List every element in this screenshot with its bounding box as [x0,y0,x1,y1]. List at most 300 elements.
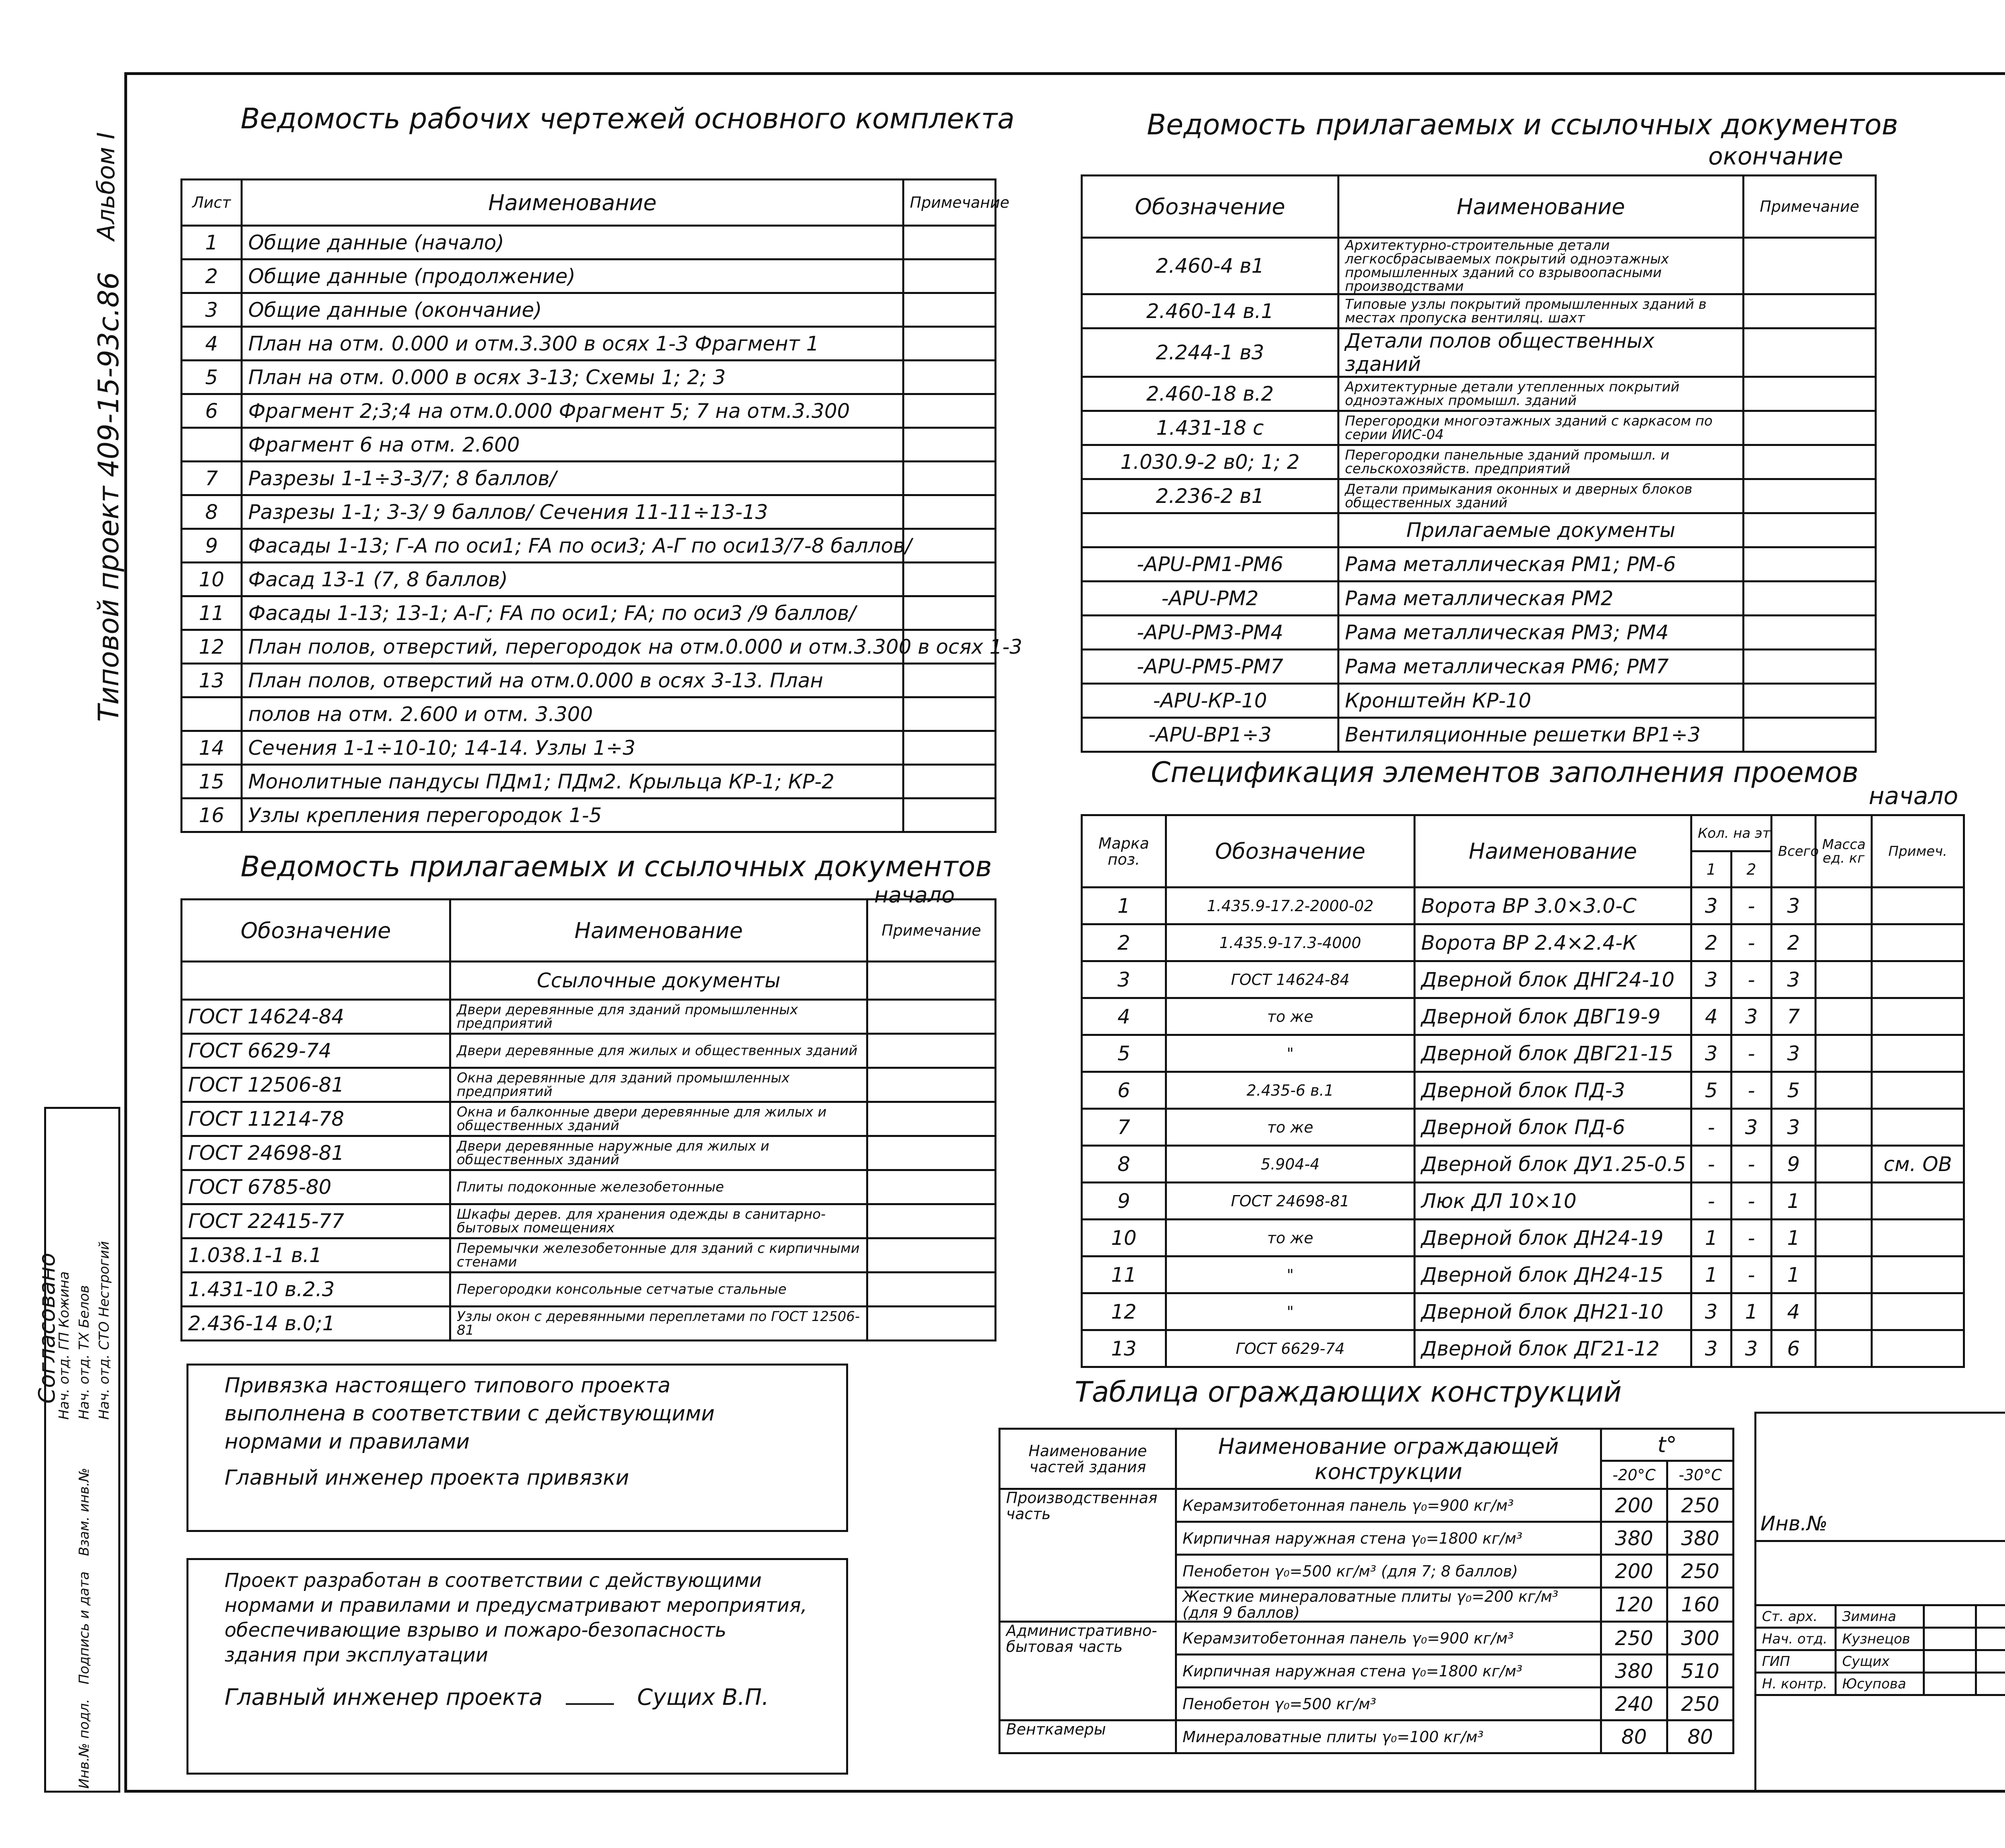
enclosure-part: Административно-бытовая часть [1000,1622,1176,1720]
refdoc-row [1082,479,1876,513]
spec-designation: 1.435.9-17.3-4000 [1166,924,1415,961]
spec-mark: 4 [1082,998,1166,1035]
person-role: Н. контр. [1756,1673,1836,1695]
spec-total: 1 [1772,1220,1816,1256]
refdoc-designation: -АРU-КР-10 [1082,684,1339,718]
spec-floor-2: - [1732,1220,1772,1256]
spec-mark: 8 [1082,1146,1166,1183]
sheet-number: 1 [182,226,242,259]
refdoc-note [1744,650,1876,684]
enclosure-temp-20: 240 [1601,1688,1667,1720]
refdoc-name: Двери деревянные для зданий промышленных предприятий [450,1000,867,1034]
refdoc-name: Детали примыкания оконных и дверных блоков общественных зданий [1339,479,1744,513]
spec-floor-1: 2 [1691,924,1732,961]
enclosure-construction: Кирпичная наружная стена γ₀=1800 кг/м³ [1176,1522,1601,1555]
refdoc-name: Перегородки панельные зданий промышл. и сельскохозяйств. предприятий [1339,445,1744,479]
person-name: Юсупова [1836,1673,1924,1695]
person-signature [1924,1605,1976,1628]
spec-mass [1816,1035,1872,1072]
spec-floor-1: - [1691,1109,1732,1146]
spec-mark: 10 [1082,1220,1166,1256]
spec-mass [1816,1256,1872,1293]
refdoc-designation: 2.460-14 в.1 [1082,294,1339,328]
th-name: Наименование [1339,176,1744,238]
design-engineer-label: Главный инженер проекта [225,1684,543,1710]
spec-floor-1: 1 [1691,1256,1732,1293]
refdoc-row [1082,718,1876,752]
refdoc-row [182,1238,996,1273]
spec-mark: 12 [1082,1293,1166,1330]
sheet-note [903,529,996,563]
sheet-name: План полов, отверстий на отм.0.000 в осях 3-13. План [242,664,903,697]
spec-mark: 9 [1082,1183,1166,1220]
sheets-table [180,178,1023,833]
spec-name: Дверной блок ПД-6 [1415,1109,1691,1146]
spec-floor-2: - [1732,1256,1772,1293]
refdoc-row [182,1170,996,1204]
refdoc-designation: -АРU-РМ3-РМ4 [1082,616,1339,650]
enclosure-temp-30: 80 [1667,1720,1734,1753]
sheet-row [182,596,996,630]
spec-mark: 7 [1082,1109,1166,1146]
refdoc-name: Двери деревянные наружные для жилых и общественных зданий [450,1136,867,1170]
refdocs-end-subtitle: окончание [1708,142,1843,170]
enclosure-temp-20: 250 [1601,1622,1667,1655]
th-remark: Примеч. [1872,815,1964,888]
spec-mass [1816,1330,1872,1367]
sheet-note [903,731,996,765]
refdoc-row [1082,616,1876,650]
refdoc-designation: 2.244-1 в3 [1082,328,1339,377]
sheet-name: Фрагмент 2;3;4 на отм.0.000 Фрагмент 5; 7 на отм.3.300 [242,394,903,428]
sheet-row [182,226,996,259]
spec-designation: 5.904-4 [1166,1146,1415,1183]
refdoc-note [1744,547,1876,582]
sheet-row [182,495,996,529]
spec-remark [1872,998,1964,1035]
spec-row [1082,1183,1964,1220]
th-temp-20: -20°С [1601,1461,1667,1489]
refdoc-name: Рама металлическая РМ2 [1339,582,1744,616]
refdoc-name: Шкафы дерев. для хранения одежды в санитарно-бытовых помещениях [450,1204,867,1238]
sheet-name: полов на отм. 2.600 и отм. 3.300 [242,697,903,731]
refdocs-end-title: Ведомость прилагаемых и ссылочных документов [1147,108,1898,141]
sheet-name: Общие данные (окончание) [242,293,903,327]
spec-designation: " [1166,1293,1415,1330]
spec-remark [1872,1035,1964,1072]
refdoc-note [1744,238,1876,294]
enclosure-row [1000,1622,1734,1655]
design-engineer [225,1684,769,1710]
sheet-number: 4 [182,327,242,361]
refdoc-note [867,1102,996,1136]
refdoc-name: Перегородки многоэтажных зданий с каркасом по серии ИИС-04 [1339,411,1744,445]
spec-subtitle: начало [1869,782,1958,810]
spec-mass [1816,998,1872,1035]
spec-name: Ворота ВР 2.4×2.4-К [1415,924,1691,961]
refdoc-row [1082,377,1876,411]
person-name: Кузнецов [1836,1628,1924,1650]
enclosure-construction: Минераловатные плиты γ₀=100 кг/м³ [1176,1720,1601,1753]
spec-mass [1816,1072,1872,1109]
spec-floor-2: - [1732,1035,1772,1072]
spec-name: Дверной блок ДВГ21-15 [1415,1035,1691,1072]
refdoc-name: Типовые узлы покрытий промышленных зданий в местах пропуска вентиляц. шахт [1339,294,1744,328]
refdoc-row [1082,684,1876,718]
enclosure-row [1000,1489,1734,1522]
spec-mark: 13 [1082,1330,1166,1367]
spec-remark [1872,924,1964,961]
sheet-row [182,361,996,394]
spec-designation: ГОСТ 14624-84 [1166,961,1415,998]
refdoc-name: Двери деревянные для жилых и общественных зданий [450,1034,867,1068]
th-note: Примечание [1744,176,1876,238]
spec-row [1082,1330,1964,1367]
spec-mass [1816,1109,1872,1146]
person-name: Зимина [1836,1605,1924,1628]
tb-hline-1 [1754,1540,2005,1542]
enclosure-temp-30: 250 [1667,1688,1734,1720]
sheet-row [182,697,996,731]
side-label-inv: Инв.№ подл. [76,1699,92,1789]
spec-floor-1: 3 [1691,888,1732,924]
spec-designation: " [1166,1256,1415,1293]
spec-name: Ворота ВР 3.0×3.0-С [1415,888,1691,924]
sheet-name: Фасады 1-13; Г-А по оси1; FA по оси3; А-Г по оси13/7-8 баллов/ [242,529,903,563]
spec-remark [1872,888,1964,924]
refdoc-note [1744,294,1876,328]
spec-floor-2: - [1732,961,1772,998]
spec-total: 1 [1772,1183,1816,1220]
th-note: Примечание [867,900,996,962]
refdoc-row [182,1204,996,1238]
sheet-note [903,596,996,630]
enclosure-temp-20: 200 [1601,1555,1667,1588]
refdoc-designation: ГОСТ 11214-78 [182,1102,450,1136]
person-name: Сущих [1836,1650,1924,1673]
sheet-note [903,462,996,495]
spec-floor-1: 3 [1691,961,1732,998]
spec-mass [1816,961,1872,998]
spec-row [1082,998,1964,1035]
enclosure-construction: Кирпичная наружная стена γ₀=1800 кг/м³ [1176,1655,1601,1688]
person-role: Нач. отд. [1756,1628,1836,1650]
spec-remark [1872,1293,1964,1330]
refdoc-row [182,1000,996,1034]
sheet-name: Разрезы 1-1; 3-3/ 9 баллов/ Сечения 11-11÷13-13 [242,495,903,529]
sheet-note [903,563,996,596]
th-temp: t° [1601,1429,1734,1461]
sheet-number: 5 [182,361,242,394]
spec-row [1082,924,1964,961]
th-name: Наименование [450,900,867,962]
enclosure-temp-20: 200 [1601,1489,1667,1522]
spec-floor-2: - [1732,1072,1772,1109]
enclosure-temp-30: 250 [1667,1555,1734,1588]
spec-remark [1872,1220,1964,1256]
spec-name: Дверной блок ДН21-10 [1415,1293,1691,1330]
refdoc-note [1744,445,1876,479]
person-row [1756,1673,2005,1695]
enclosure-construction: Пенобетон γ₀=500 кг/м³ [1176,1688,1601,1720]
sheet-note [903,428,996,462]
sheet-number: 16 [182,798,242,832]
spec-total: 9 [1772,1146,1816,1183]
sheet-number: 13 [182,664,242,697]
spec-remark [1872,1109,1964,1146]
th-part: Наименование частей здания [1000,1429,1176,1489]
sheet-note [903,664,996,697]
spec-floor-1: 1 [1691,1220,1732,1256]
enclosure-temp-20: 380 [1601,1522,1667,1555]
sheet-name: Разрезы 1-1÷3-3/7; 8 баллов/ [242,462,903,495]
sheet-row [182,394,996,428]
th-designation: Обозначение [182,900,450,962]
th-designation: Обозначение [1166,815,1415,888]
sheet-name: План полов, отверстий, перегородок на отм.0.000 и отм.3.300 в осях 1-3 [242,630,903,664]
refdoc-row [1082,582,1876,616]
sheet-number: 8 [182,495,242,529]
refdoc-row [1082,445,1876,479]
refdoc-name: Окна и балконные двери деревянные для жилых и общественных зданий [450,1102,867,1136]
approval-title: Согласовано [34,1252,60,1404]
person-signature [1924,1628,1976,1650]
refdoc-name: Перемычки железобетонные для зданий с кирпичными стенами [450,1238,867,1273]
spec-floor-2: 3 [1732,998,1772,1035]
refdocs-end-table [1081,174,1877,753]
refdoc-note [867,1136,996,1170]
refdoc-row [1082,650,1876,684]
spec-floor-1: 5 [1691,1072,1732,1109]
sheet-number: 15 [182,765,242,798]
refdoc-row [1082,547,1876,582]
spec-name: Дверной блок ДНГ24-10 [1415,961,1691,998]
sheet-name: Узлы крепления перегородок 1-5 [242,798,903,832]
spec-total: 1 [1772,1256,1816,1293]
refdoc-designation: -АРU-РМ5-РМ7 [1082,650,1339,684]
enclosure-temp-20: 120 [1601,1588,1667,1622]
sheet-row [182,765,996,798]
refdoc-designation: 2.460-18 в.2 [1082,377,1339,411]
sheet-number: 9 [182,529,242,563]
spec-designation: ГОСТ 6629-74 [1166,1330,1415,1367]
spec-row [1082,888,1964,924]
sheet-number: 12 [182,630,242,664]
spec-floor-2: 3 [1732,1330,1772,1367]
sheet-number: 6 [182,394,242,428]
spec-name: Люк ДЛ 10×10 [1415,1183,1691,1220]
refdoc-note [1744,718,1876,752]
spec-name: Дверной блок ДГ21-12 [1415,1330,1691,1367]
spec-floor-2: - [1732,1183,1772,1220]
spec-floor-2: 3 [1732,1109,1772,1146]
refdoc-name: Узлы окон с деревянными переплетами по ГОСТ 12506-81 [450,1307,867,1341]
enclosure-temp-20: 80 [1601,1720,1667,1753]
sheet-note [903,259,996,293]
refdoc-name: Детали полов общественных зданий [1339,328,1744,377]
enclosure-row [1000,1720,1734,1753]
refdoc-name: Вентиляционные решетки ВР1÷3 [1339,718,1744,752]
refdoc-note [1744,684,1876,718]
sheet-note [903,765,996,798]
refdoc-designation: 1.431-10 в.2.3 [182,1273,450,1307]
sheet-row [182,529,996,563]
spec-total: 5 [1772,1072,1816,1109]
th-mass: Масса ед. кг [1816,815,1872,888]
refdoc-designation: 2.460-4 в1 [1082,238,1339,294]
title-block [1754,1412,2005,1793]
refdoc-row [1082,411,1876,445]
refdoc-name: Рама металлическая РМ6; РМ7 [1339,650,1744,684]
sheet-name: Сечения 1-1÷10-10; 14-14. Узлы 1÷3 [242,731,903,765]
enclosure-temp-30: 510 [1667,1655,1734,1688]
album-label: Альбом I [92,132,120,241]
refdoc-row [1082,513,1876,547]
sheet-number [182,697,242,731]
spec-row [1082,1146,1964,1183]
sheet-number [182,428,242,462]
enclosure-temp-30: 380 [1667,1522,1734,1555]
approval-row-2: Нач. отд. ТХ Белов [76,1285,92,1420]
section-ref: Ссылочные документы [450,962,867,1000]
spec-floor-2: - [1732,924,1772,961]
sheet-row [182,462,996,495]
sheet-name: Фрагмент 6 на отм. 2.600 [242,428,903,462]
th-mark: Марка поз. [1082,815,1166,888]
spec-floor-1: 3 [1691,1330,1732,1367]
person-date [1976,1628,2005,1650]
spec-designation: то же [1166,998,1415,1035]
spec-name: Дверной блок ПД-3 [1415,1072,1691,1109]
refdoc-name: Кронштейн КР-10 [1339,684,1744,718]
person-row [1756,1650,2005,1673]
refdoc-note [1744,479,1876,513]
sheet-number: 2 [182,259,242,293]
spec-mass [1816,1183,1872,1220]
spec-mass [1816,888,1872,924]
refdoc-name: Архитектурные детали утепленных покрытий одноэтажных промышл. зданий [1339,377,1744,411]
th-floor-2: 2 [1732,851,1772,888]
spec-designation: " [1166,1035,1415,1072]
spec-floor-1: 4 [1691,998,1732,1035]
spec-row [1082,1220,1964,1256]
spec-remark [1872,1072,1964,1109]
refdoc-designation: 1.038.1-1 в.1 [182,1238,450,1273]
spec-total: 4 [1772,1293,1816,1330]
spec-designation: то же [1166,1109,1415,1146]
person-role: ГИП [1756,1650,1836,1673]
spec-row [1082,1293,1964,1330]
person-date [1976,1605,2005,1628]
refdoc-designation: ГОСТ 22415-77 [182,1204,450,1238]
refdoc-designation: ГОСТ 14624-84 [182,1000,450,1034]
th-note: Примечание [903,180,996,226]
design-engineer-name: Сущих В.П. [637,1684,769,1710]
sheet-name: Фасады 1-13; 13-1; А-Г; FA по оси1; FA; по оси3 /9 баллов/ [242,596,903,630]
th-per-floor: Кол. на эт [1691,815,1772,851]
approval-row-1: Нач. отд. ГП Кожина [56,1271,72,1420]
refdoc-note [1744,513,1876,547]
refdocs-start-table [180,898,996,1341]
person-signature [1924,1673,1976,1695]
sheet-name: План на отм. 0.000 и отм.3.300 в осях 1-3 Фрагмент 1 [242,327,903,361]
refdoc-note [1744,582,1876,616]
spec-row [1082,1109,1964,1146]
spec-row [1082,1035,1964,1072]
th-temp-30: -30°С [1667,1461,1734,1489]
refdoc-name: Перегородки консольные сетчатые стальные [450,1273,867,1307]
spec-total: 3 [1772,961,1816,998]
sheet-name: Общие данные (начало) [242,226,903,259]
refdoc-row [182,1034,996,1068]
refdoc-note [867,1204,996,1238]
refdoc-row [1082,328,1876,377]
refdoc-row [182,1273,996,1307]
sheet-row [182,664,996,697]
refdoc-designation: -АРU-ВР1÷3 [1082,718,1339,752]
person-row [1756,1628,2005,1650]
sheet-row [182,630,996,664]
refdoc-note [867,1068,996,1102]
spec-row [1082,1256,1964,1293]
spec-floor-1: 3 [1691,1035,1732,1072]
refdoc-designation: -АРU-РМ1-РМ6 [1082,547,1339,582]
spec-mass [1816,924,1872,961]
spec-mark: 1 [1082,888,1166,924]
sheet-note [903,394,996,428]
person-date [1976,1673,2005,1695]
design-note: Проект разработан в соответствии с действующими нормами и правилами и предусматривают мероприятия, обеспечивающие взрыво и пожаро-безопасность здания при эксплуатации [225,1569,807,1666]
refdoc-note [867,1170,996,1204]
enclosure-part: Производственная часть [1000,1489,1176,1622]
spec-table [1081,814,1965,1368]
spec-mark: 5 [1082,1035,1166,1072]
refdoc-row [182,1068,996,1102]
spec-remark [1872,961,1964,998]
refdocs-start-title: Ведомость прилагаемых и ссылочных документов [241,850,992,883]
spec-total: 6 [1772,1330,1816,1367]
refdoc-note [867,1000,996,1034]
person-role: Ст. арх. [1756,1605,1836,1628]
spec-mark: 2 [1082,924,1166,961]
spec-designation: 1.435.9-17.2-2000-02 [1166,888,1415,924]
sheet-row [182,798,996,832]
enclosure-part: Венткамеры [1000,1720,1176,1753]
spec-total: 3 [1772,1109,1816,1146]
refdoc-designation: 2.236-2 в1 [1082,479,1339,513]
refdoc-name: Рама металлическая РМ3; РМ4 [1339,616,1744,650]
side-label-replace: Взам. инв.№ [76,1467,92,1556]
sheet-name: Фасад 13-1 (7, 8 баллов) [242,563,903,596]
sheet-row [182,293,996,327]
side-title: Типовой проект 409-15-93с.86 [92,272,125,722]
enclosures-table [998,1428,1734,1754]
binding-note: Привязка настоящего типового проекта выполнена в соответствии с действующими нормами и правилами [225,1374,715,1454]
spec-name: Дверной блок ДН24-15 [1415,1256,1691,1293]
spec-mark: 6 [1082,1072,1166,1109]
refdoc-note [1744,328,1876,377]
refdoc-designation [1082,513,1339,547]
sheet-note [903,293,996,327]
side-label-sign: Подпись и дата [76,1571,92,1684]
sheet-row [182,428,996,462]
refdoc-name: Плиты подоконные железобетонные [450,1170,867,1204]
sheet-note [903,697,996,731]
th-total: Всего [1772,815,1816,888]
spec-name: Дверной блок ДВГ19-9 [1415,998,1691,1035]
sheets-title: Ведомость рабочих чертежей основного комплекта [241,102,1015,135]
refdoc-designation: ГОСТ 12506-81 [182,1068,450,1102]
